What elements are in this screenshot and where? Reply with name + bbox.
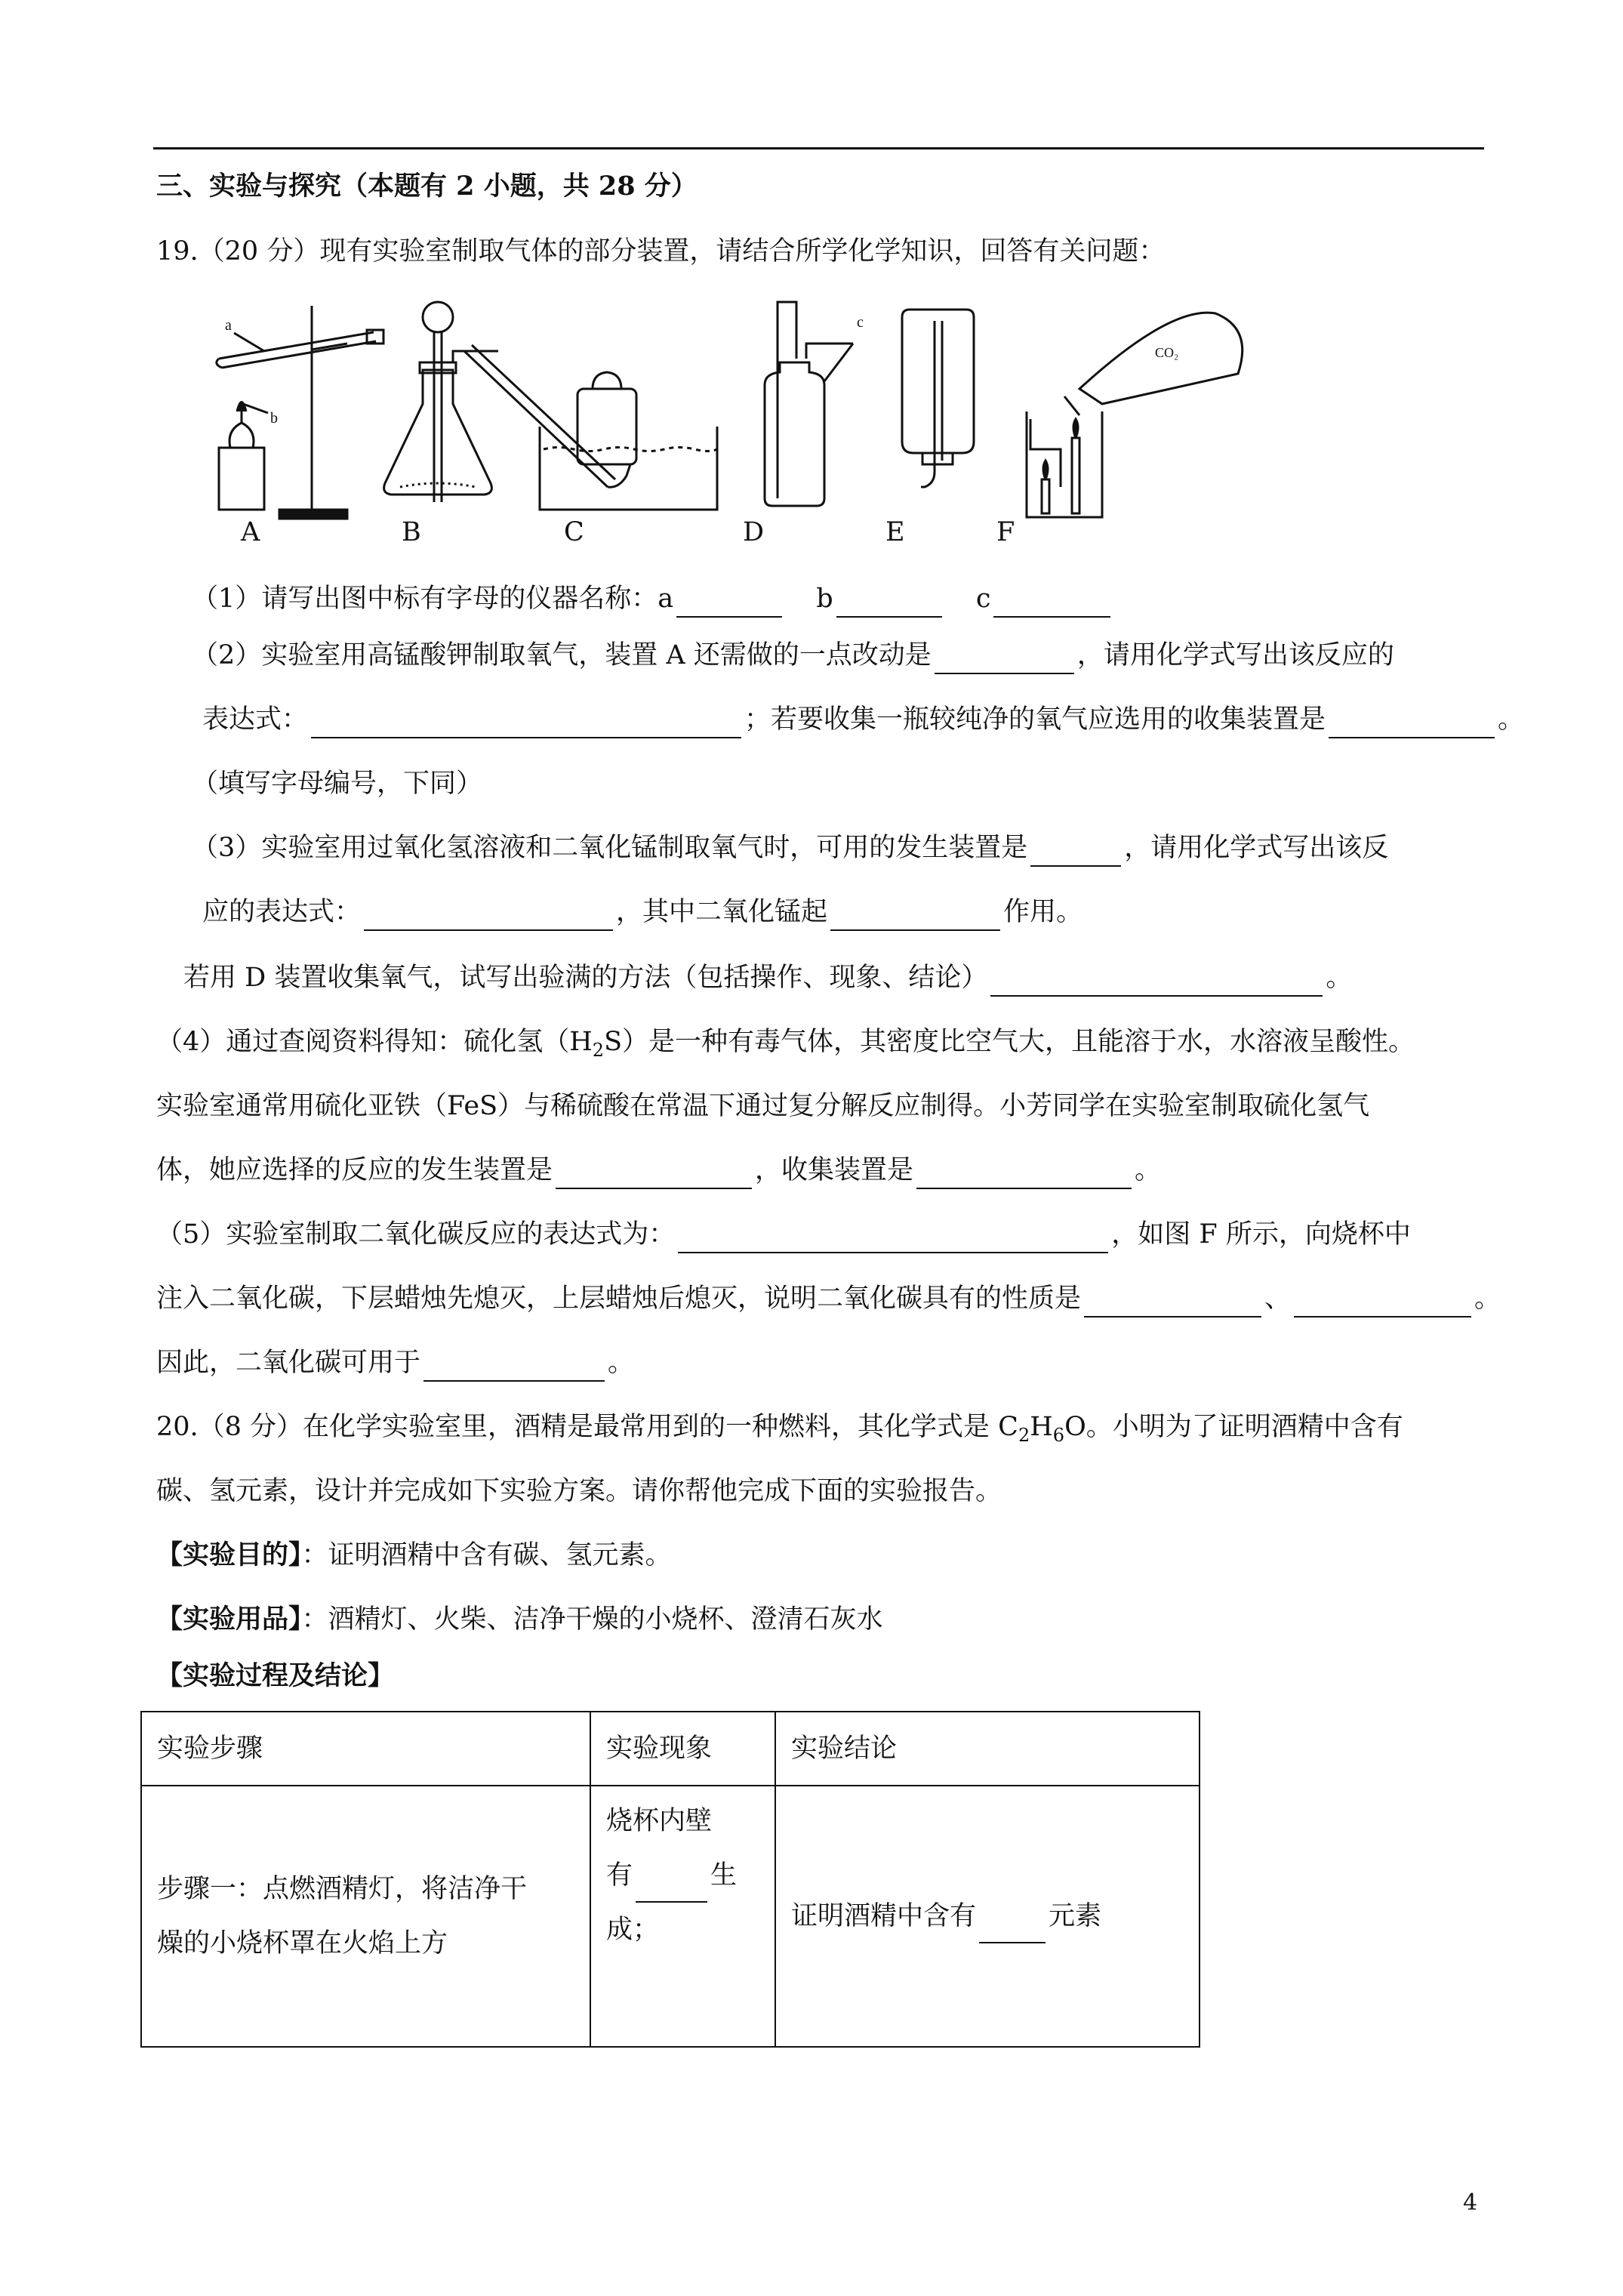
blank-c[interactable] — [993, 590, 1110, 618]
blank-improvement[interactable] — [935, 647, 1074, 674]
blank-co2-use[interactable] — [423, 1354, 605, 1382]
blank-a[interactable] — [676, 590, 782, 618]
fig-label-d: D — [743, 517, 765, 547]
q19-part3-line3: 若用 D 装置收集氧气，试写出验满的方法（包括操作、现象、结论） 。 — [183, 959, 1352, 997]
q19-part1: （1）请写出图中标有字母的仪器名称：a b c — [192, 580, 1113, 618]
blank-h2s-generator[interactable] — [556, 1162, 752, 1189]
mark-b: b — [270, 410, 278, 427]
q19-part2-line2: 表达式： ；若要收集一瓶较纯净的氧气应选用的收集装置是 。 — [202, 701, 1524, 738]
blank-co2-property-2[interactable] — [1294, 1290, 1471, 1318]
fig-label-b: B — [402, 517, 421, 547]
q19-part2-line1: （2）实验室用高锰酸钾制取氧气，装置 A 还需做的一点改动是 ，请用化学式写出该反应的 — [192, 636, 1394, 674]
fig-label-f: F — [996, 517, 1015, 547]
blank-co2-property-1[interactable] — [1084, 1290, 1261, 1318]
q19-part5-line1: （5）实验室制取二氧化碳反应的表达式为： ，如图 F 所示，向烧杯中 — [156, 1216, 1411, 1253]
blank-h2s-collector[interactable] — [916, 1162, 1132, 1189]
q20-supplies: 【实验用品】：酒精灯、火柴、洁净干燥的小烧杯、澄清石灰水 — [156, 1604, 883, 1635]
blank-observation[interactable] — [636, 1875, 707, 1903]
q19-part4-line3: 体，她应选择的反应的发生装置是 ，收集装置是 。 — [156, 1151, 1161, 1189]
mark-co2: CO₂ — [1155, 345, 1179, 360]
mark-a: a — [225, 317, 232, 334]
fig-label-a: A — [241, 517, 260, 547]
apparatus-e — [902, 310, 974, 487]
table-header-row — [141, 1712, 1200, 1786]
q19-part5-line3: 因此，二氧化碳可用于 。 — [156, 1344, 634, 1382]
q19-part4-line2: 实验室通常用硫化亚铁（FeS）与稀硫酸在常温下通过复分解反应制得。小芳同学在实验室制取硫化氢气 — [156, 1091, 1370, 1121]
blank-collect-device[interactable] — [1329, 711, 1495, 738]
blank-mno2-role[interactable] — [830, 904, 1000, 931]
q20-line2: 碳、氢元素，设计并完成如下实验方案。请你帮他完成下面的实验报告。 — [156, 1476, 1002, 1506]
experiment-report-table — [140, 1711, 1200, 2048]
mark-c: c — [857, 314, 864, 331]
q20-purpose: 【实验目的】：证明酒精中含有碳、氢元素。 — [156, 1539, 672, 1570]
header-conclusion: 实验结论 — [775, 1712, 1200, 1786]
table-row — [141, 1786, 1200, 2047]
blank-kmno4-equation[interactable] — [311, 711, 741, 738]
blank-element[interactable] — [979, 1916, 1046, 1943]
blank-h2o2-device[interactable] — [1030, 840, 1121, 867]
step-cell: 步骤一：点燃酒精灯，将洁净干 燥的小烧杯罩在火焰上方 — [141, 1786, 590, 2047]
apparatus-f — [1027, 313, 1243, 517]
apparatus-c — [464, 345, 717, 510]
blank-co2-equation[interactable] — [678, 1226, 1108, 1253]
blank-h2o2-equation[interactable] — [364, 904, 613, 931]
blank-b[interactable] — [836, 590, 942, 618]
header-observation: 实验现象 — [590, 1712, 775, 1786]
q20-process-label: 【实验过程及结论】 — [156, 1660, 395, 1691]
apparatus-figure — [196, 298, 1291, 532]
q19-stem: 19.（20 分）现有实验室制取气体的部分装置，请结合所学化学知识，回答有关问题： — [156, 236, 1166, 267]
blank-full-check-method[interactable] — [990, 969, 1323, 997]
q19-part4-line1: （4）通过查阅资料得知：硫化氢$(H_2S)$是一种有毒气体，其密度比空气大，且能溶于水，水溶液呈酸性。 — [156, 1027, 1415, 1061]
apparatus-a — [217, 306, 383, 519]
fig-label-e: E — [885, 517, 905, 547]
top-rule — [153, 147, 1484, 149]
q19-part2-line3: （填写字母编号，下同） — [192, 769, 483, 799]
q19-part3-line2: 应的表达式： ，其中二氧化锰起 作用。 — [202, 893, 1083, 931]
page-number: 4 — [1463, 2190, 1478, 2216]
q20-line1: 20.（8 分）在化学实验室里，酒精是最常用到的一种燃料，其化学式是 $C_2H_6O$。小明为了证明酒精中含有 — [156, 1412, 1403, 1446]
observation-cell: 烧杯内壁 有 生 成； — [590, 1786, 775, 2047]
q19-part3-line1: （3）实验室用过氧化氢溶液和二氧化锰制取氧气时，可用的发生装置是 ，请用化学式写出该反 — [192, 829, 1388, 867]
conclusion-cell: 证明酒精中含有 元素 — [775, 1786, 1200, 2047]
fig-label-c: C — [564, 517, 584, 547]
apparatus-d — [765, 302, 864, 506]
apparatus-b — [384, 302, 498, 502]
q19-part5-line2: 注入二氧化碳，下层蜡烛先熄灭，上层蜡烛后熄灭，说明二氧化碳具有的性质是 、 。 — [156, 1280, 1501, 1318]
section-heading: 三、实验与探究（本题有 2 小题，共 28 分） — [156, 171, 698, 202]
header-step: 实验步骤 — [141, 1712, 590, 1786]
